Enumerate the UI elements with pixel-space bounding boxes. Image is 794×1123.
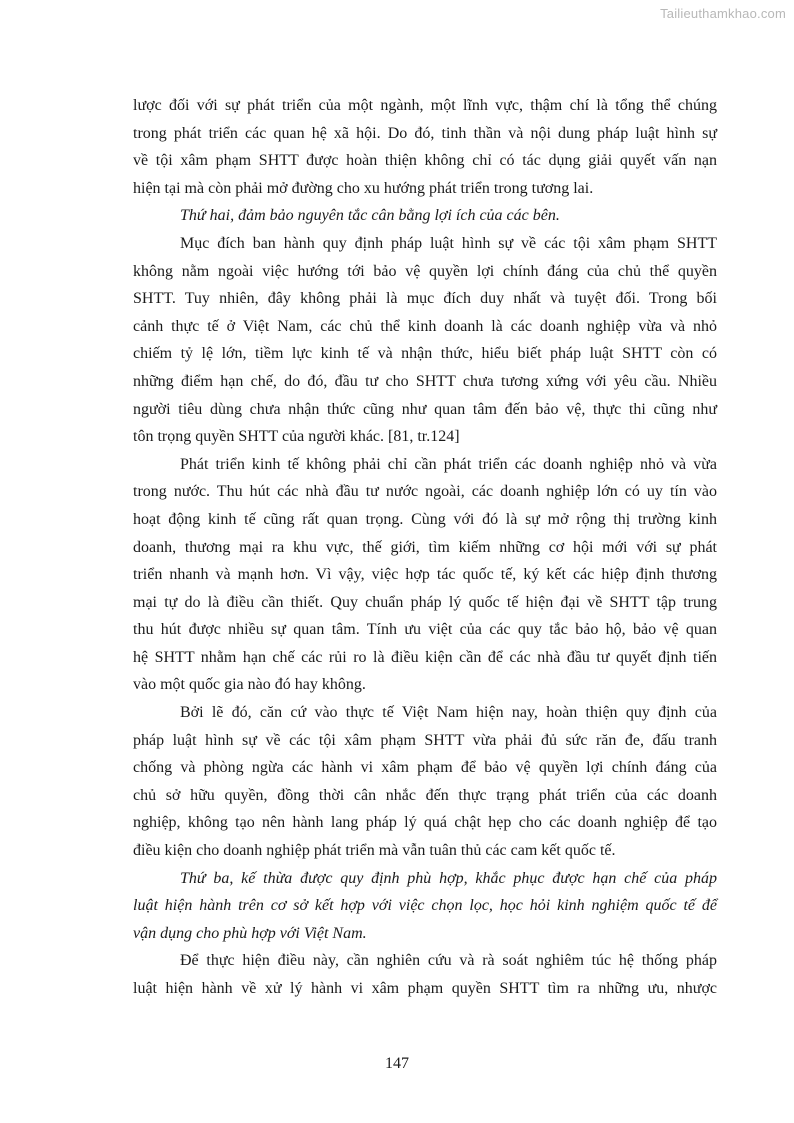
watermark: Tailieuthamkhao.com: [660, 6, 786, 21]
text-line: Thứ ba, kế thừa được quy định phù hợp, khắc phục được hạn chế của pháp: [180, 869, 717, 887]
text-line: luật hiện hành trên cơ sở kết hợp với việc chọn lọc, học hỏi kinh nghiệm quốc tế để: [133, 897, 717, 915]
text-line: doanh, thương mại ra khu vực, thế giới, tìm kiếm những cơ hội mới với sự phát: [133, 538, 717, 556]
text-line: hệ SHTT nhằm hạn chế các rủi ro là điều kiện cần để các nhà đầu tư quyết định tiến: [133, 648, 717, 666]
text-line: hoạt động kinh tế cũng rất quan trọng. Cùng với đó là sự mở rộng thị trường kinh: [133, 510, 717, 528]
text-line: Phát triển kinh tế không phải chỉ cần phát triển các doanh nghiệp nhỏ và vừa: [180, 455, 717, 473]
text-line: trong phát triển các quan hệ xã hội. Do đó, tinh thần và nội dung pháp luật hình sự: [133, 124, 717, 142]
text-line: Để thực hiện điều này, cần nghiên cứu và rà soát nghiêm túc hệ thống pháp: [180, 952, 717, 970]
text-line: mại tự do là điều cần thiết. Quy chuẩn pháp lý quốc tế hiện đại về SHTT tập trung: [133, 593, 717, 611]
text-line: triển nhanh và mạnh hơn. Vì vậy, việc hợp tác quốc tế, ký kết các hiệp định thương: [133, 566, 717, 584]
text-line: vào một quốc gia nào đó hay không.: [133, 676, 366, 694]
text-line: không nằm ngoài việc hướng tới bảo vệ quyền lợi chính đáng của chủ thể quyền: [133, 262, 717, 280]
text-line: chiếm tỷ lệ lớn, tiềm lực kinh tế và nhận thức, hiểu biết pháp luật SHTT còn có: [133, 345, 717, 363]
text-line: Thứ hai, đảm bảo nguyên tắc cân bằng lợi ích của các bên.: [180, 207, 560, 225]
text-line: chống và phòng ngừa các hành vi xâm phạm để bảo vệ quyền lợi chính đáng của: [133, 759, 717, 777]
text-line: luật hiện hành về xử lý hành vi xâm phạm quyền SHTT tìm ra những ưu, nhược: [133, 980, 717, 997]
text-line: Bởi lẽ đó, căn cứ vào thực tế Việt Nam hiện nay, hoàn thiện quy định của: [180, 704, 717, 722]
text-line: tôn trọng quyền SHTT của người khác. [81, tr.124]: [133, 428, 460, 446]
text-line: về tội xâm phạm SHTT được hoàn thiện không chỉ có tác dụng giải quyết vấn nạn: [133, 152, 717, 170]
text-line: nghiệp, không tạo nên hành lang pháp lý quá chật hẹp cho các doanh nghiệp để tạo: [133, 814, 717, 832]
text-line: lược đối với sự phát triển của một ngành, một lĩnh vực, thậm chí là tổng thể chúng: [133, 97, 717, 114]
text-line: vận dụng cho phù hợp với Việt Nam.: [133, 924, 367, 942]
text-line: Mục đích ban hành quy định pháp luật hình sự về các tội xâm phạm SHTT: [180, 234, 717, 252]
document-body: [133, 92, 717, 1003]
text-line: pháp luật hình sự về các tội xâm phạm SHTT vừa phải đủ sức răn đe, đấu tranh: [133, 731, 717, 749]
text-line: người tiêu dùng chưa nhận thức cũng như quan tâm đến bảo vệ, thực thi cũng như: [133, 400, 717, 418]
text-line: những điểm hạn chế, do đó, đầu tư cho SHTT chưa tương xứng với yêu cầu. Nhiều: [133, 372, 717, 390]
text-line: thu hút được nhiều sự quan tâm. Tính ưu việt của các quy tắc bảo hộ, bảo vệ quan: [133, 621, 717, 639]
text-line: chủ sở hữu quyền, đồng thời cân nhắc đến thực trạng phát triển của các doanh: [133, 786, 717, 804]
text-line: điều kiện cho doanh nghiệp phát triển mà vẫn tuân thủ các cam kết quốc tế.: [133, 842, 616, 860]
page-number: 147: [385, 1055, 409, 1072]
text-line: SHTT. Tuy nhiên, đây không phải là mục đích duy nhất và tuyệt đối. Trong bối: [133, 290, 717, 308]
text-line: hiện tại mà còn phải mở đường cho xu hướng phát triển trong tương lai.: [133, 179, 594, 197]
text-line: cảnh thực tế ở Việt Nam, các chủ thể kinh doanh là các doanh nghiệp vừa và nhỏ: [133, 317, 717, 335]
text-line: trong nước. Thu hút các nhà đầu tư nước ngoài, các doanh nghiệp lớn có uy tín vào: [133, 483, 717, 501]
